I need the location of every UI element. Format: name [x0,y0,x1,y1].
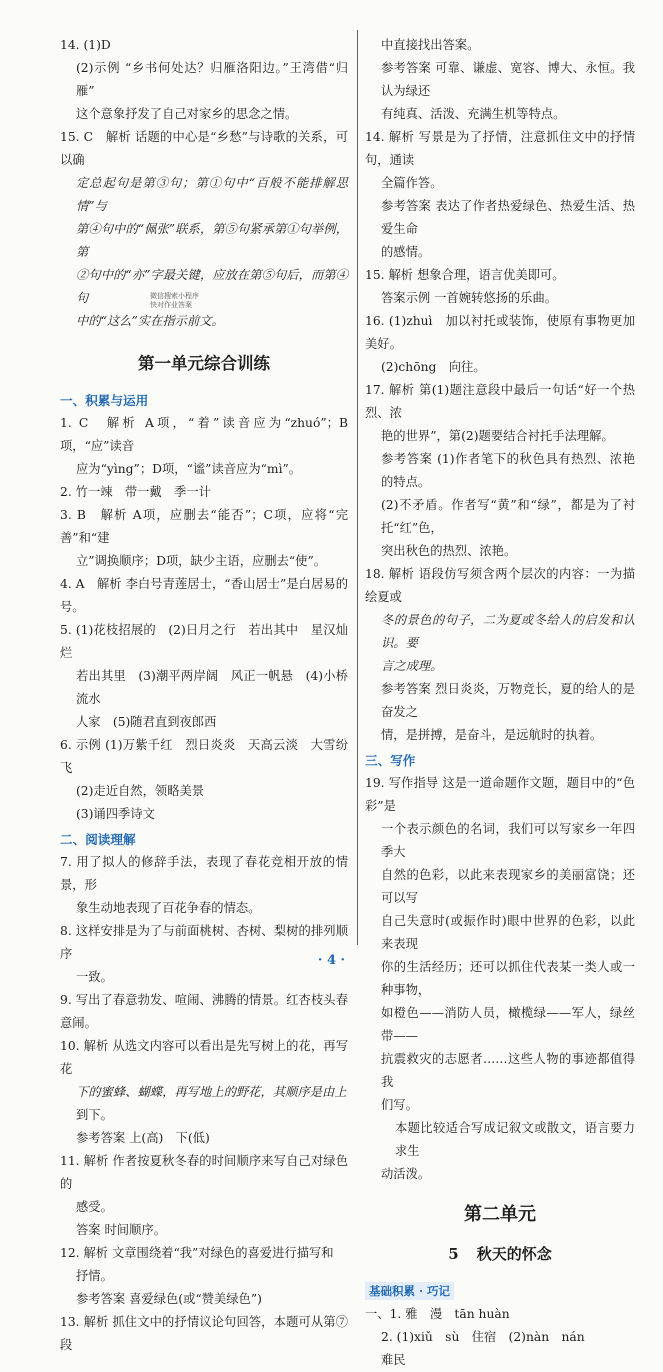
text-line: 抗震救灾的志愿者……这些人物的事迹都值得我 [381,1052,635,1089]
text-line: 11. 解析 作者按夏秋冬春的时间顺序来写自己对绿色的 [60,1154,348,1191]
text-line: 第④句中的“佩张”联系，第⑤句紧承第①句举例，第 [76,222,348,259]
answer-q13-continued [365,34,635,126]
text-line: 17. 解析 第(1)题注意段中最后一句话“好一个热烈、浓 [365,383,635,420]
text-line: (2)走近自然，领略美景 [76,784,205,798]
answer-q13: 13. 解析 抓住文中的抒情议论句回答，本题可从第⑦段 [60,1315,348,1352]
text-line: 10. 解析 从选文内容可以看出是先写树上的花，再写花 [60,1039,348,1076]
basic-answer-3: 难民 [381,1353,406,1367]
text-line: 全篇作答。 [381,176,443,190]
text-line: 本题比较适合写成记叙文或散文，语言要力求生 [395,1121,635,1158]
text-line: 若出其里 (3)潮平两岸阔 风正一帆悬 (4)小桥流水 [76,669,348,706]
text-line: 8. 这样安排是为了与前面桃树、杏树、梨树的排列顺序 [60,924,348,961]
answer-q16 [365,310,635,379]
left-column [60,34,348,1357]
basic-answer-1: 一、1. 雅 漫 tān huàn [365,1307,510,1321]
answer-q17 [365,379,635,563]
section-heading: 三、写作 [365,753,416,768]
text-line: 5. (1)花枝招展的 (2)日月之行 若出其中 星汉灿烂 [60,623,348,660]
right-column [365,34,635,1372]
lesson-title [365,1242,635,1266]
lesson-number: 5 [448,1245,459,1263]
text-line: 参考答案 表达了作者热爱绿色、热爱生活、热爱生命 [381,199,635,236]
text-line: 18. 解析 语段仿写须含两个层次的内容：一为描绘夏或 [365,567,635,604]
stamp-line: 快对作业答案 [150,301,192,309]
answer-q11 [60,1150,348,1242]
text-line: 抒情。 [76,1269,113,1283]
text-line: 定总起句是第③句；第①句中“百般不能排解思情”与 [76,176,348,213]
text-line: 们写。 [381,1098,418,1112]
section-heading: 二、阅读理解 [60,832,136,847]
text-line: ②句中的“亦”字最关键，应放在第⑤句后，而第④句 [76,268,348,305]
text-line: 下的蜜蜂、蝴蝶，再写地上的野花，其顺序是由上 [76,1085,347,1099]
text-line: 14. (1)D [60,38,111,52]
page-number: · 4 · [317,953,346,968]
answer-q14-right [365,126,635,264]
answer-q12 [60,1242,348,1311]
answer-q19 [365,772,635,1186]
text-line: 3. B 解析 A项，应删去“能否”；C项，应将“完善”和“建 [60,508,348,545]
text-line: 14. 解析 写景是为了抒情，注意抓住文中的抒情句，通读 [365,130,635,167]
text-line: 7. 用了拟人的修辞手法，表现了春花竞相开放的情景，形 [60,855,348,892]
text-line: 6. 示例 (1)万紫千红 烈日炎炎 天高云淡 大雪纷飞 [60,738,348,775]
text-line: (3)诵四季诗文 [76,807,155,821]
text-line: 中的“这么”实在指示前文。 [76,314,224,328]
watermark-stamp [150,292,199,310]
text-line: 一个表示颜色的名词，我们可以写家乡一年四季大 [381,822,635,859]
text-line: 参考答案 喜爱绿色(或“赞美绿色”) [76,1292,262,1306]
text-line: 应为“yìng”；D项，“谧”读音应为“mì”。 [76,462,302,476]
text-line: 情，是拼搏，是奋斗，是远航时的执着。 [381,728,603,742]
basic-section [365,1280,635,1303]
section-heading: 一、积累与运用 [60,393,149,408]
text-line: 答案示例 一首婉转悠扬的乐曲。 [381,291,558,305]
text-line: 感受。 [76,1200,113,1214]
text-line: 艳的世界”，第(2)题要结合衬托手法理解。 [381,429,614,443]
unit-title: 第二单元 [464,1204,536,1225]
text-line: 这个意象抒发了自己对家乡的思念之情。 [76,107,298,121]
answer-q2: 2. 竹一竦 带一戴 季一计 [60,485,211,499]
text-line: 人家 (5)随君直到夜郎西 [76,715,217,729]
answer-q14 [60,34,348,126]
text-line: 参考答案 可靠、谦虚、宽容、博大、永恒。我认为绿还 [381,61,635,98]
text-line: 如橙色——消防人员，橄榄绿——军人，绿丝带—— [381,1006,635,1043]
answer-q15 [60,126,348,333]
text-line: 的感情。 [381,245,431,259]
text-line: (2)chōng 向往。 [381,360,486,374]
text-line: 冬的景色的句子，二为夏或冬给人的启发和认识。要 [381,613,635,650]
text-line: 自己失意时(或振作时)眼中世界的色彩，以此来表现 [381,914,635,951]
text-line: 参考答案 烈日炎炎，万物竞长，夏的给人的是奋发之 [381,682,635,719]
text-line: 立”调换顺序；D项，缺少主语，应删去“使”。 [76,554,327,568]
text-line: 答案 时间顺序。 [76,1223,166,1237]
text-line: 19. 写作指导 这是一道命题作文题，题目中的“色彩”是 [365,776,635,813]
answer-q3 [60,504,348,573]
text-line: 16. (1)zhuì 加以衬托或装饰，使原有事物更加美好。 [365,314,635,351]
answer-q1 [60,412,348,481]
column-divider [357,30,358,945]
stamp-line: 微信搜索小程序 [150,292,199,300]
answer-q10 [60,1035,348,1150]
text-line: (2)示例 “乡书何处达？归雁洛阳边。”王湾借“归雁” [76,61,348,98]
answer-q6 [60,734,348,826]
text-line: 动活泼。 [381,1167,431,1181]
answer-q4: 4. A 解析 李白号青莲居士，“香山居士”是白居易的号。 [60,577,348,614]
answer-q5 [60,619,348,734]
text-line: 你的生活经历；还可以抓住代表某一类人或一种事物， [381,960,635,997]
text-line: 突出秋色的热烈、浓艳。 [381,544,517,558]
text-line: (2)不矛盾。作者写“黄”和“绿”，都是为了衬托“红”色， [381,498,635,535]
text-line: 自然的色彩，以此来表现家乡的美丽富饶；还可以写 [381,868,635,905]
text-line: 15. C 解析 话题的中心是“乡愁”与诗歌的关系，可以确 [60,130,348,167]
page-title: 第一单元综合训练 [138,354,270,373]
text-line: 一致。 [76,970,113,984]
answer-q18 [365,563,635,747]
basic-badge: 基础积累 · 巧记 [365,1282,454,1300]
answer-q7 [60,851,348,920]
text-line: 15. 解析 想象合理，语言优美即可。 [365,268,565,282]
basic-answer-2: 2. (1)xiǔ sù 住宿 (2)nàn nán [381,1330,585,1344]
text-line: 言之成理。 [381,659,443,673]
text-line: 有纯真、活泼、充满生机等特点。 [381,107,566,121]
answer-q9: 9. 写出了春意勃发、喧闹、沸腾的情景。红杏枝头春意闹。 [60,993,348,1030]
text-line: 参考答案 上(高) 下(低) [76,1131,210,1145]
text-line: 到下。 [76,1108,113,1122]
answer-q15-right [365,264,635,310]
text-line: 参考答案 (1)作者笔下的秋色具有热烈、浓艳的特点。 [381,452,635,489]
text-line: 象生动地表现了百花争春的情态。 [76,901,261,915]
lesson-name: 秋天的怀念 [476,1245,552,1263]
text-line: 12. 解析 文章围绕着“我”对绿色的喜爱进行描写和 [60,1246,334,1260]
text-line: 中直接找出答案。 [381,38,480,52]
text-line: 1. C 解析 A项，“着”读音应为“zhuó”；B项，“应”读音 [60,416,348,453]
